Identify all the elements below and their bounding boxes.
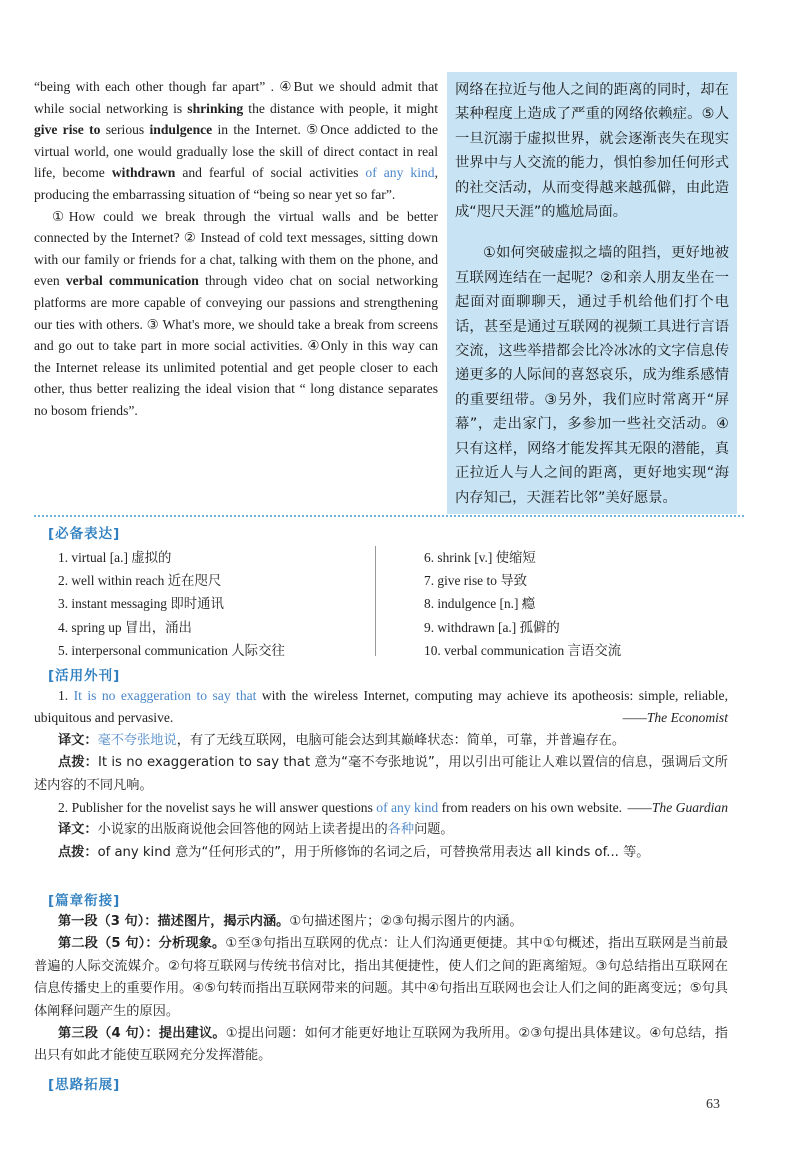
usage-source-2: ——The Guardian — [627, 800, 728, 816]
structure-para-1: 第一段（3 句）：描述图片，揭示内涵。①句描述图片；②③句揭示图片的内涵。 — [58, 914, 523, 929]
structure-para-2: 第二段（5 句）：分析现象。①至③句指出互联网的优点：让人们沟通更便捷。其中①句概述，指出互联网是当前最普遍的人际交流媒介。②句将互联网与传统书信对比，指出其便捷性，使人们之间的距离缩短。③句总结指出互联网在信息传播史上的重要作用。④⑤句转而指出互联网带来的问题。其中④句指出互联网也会让人们之间的距离变远；⑤句具体阐释问题产生的原因。 — [34, 936, 729, 1019]
section-heading-expressions: [必备表达] — [48, 526, 121, 542]
vocab-item: 6. shrink [v.] 使缩短 — [424, 550, 536, 565]
vocab-item: 3. instant messaging 即时通讯 — [58, 596, 224, 612]
vocab-item: 2. well within reach 近在咫尺 — [58, 573, 222, 589]
page-number: 63 — [706, 1097, 720, 1112]
vocab-item: 10. verbal communication 言语交流 — [424, 642, 622, 658]
english-paragraph-2: ①How could we break through the virtual walls and be better connected by the Internet? ② Instead of cold text messages, sitting down with our family or friends for a chat, talking with them on the phone, and even verbal communication through video chat on social networking platforms are more capable of conveying our passions and strengthening our ties with others. ③ What's more, we should take a break from screens and go out to take part in more social activities. ④Only in this way can the Internet release its unlimited potential and get people closer to each other, thus better realizing the ideal vision that “ long distance separates no bosom friends”. — [34, 208, 439, 418]
usage-note-2: 点拨：of any kind 意为“任何形式的”，用于所修饰的名词之后，可替换常用表达 all kinds of... 等。 — [58, 844, 650, 860]
usage-note-1: 点拨：It is no exaggeration to say that 意为“毫不夸张地说”，用以引出可能让人难以置信的信息，强调后文所述内容的不同凡响。 — [34, 755, 728, 793]
section-heading-extension: [思路拓展] — [48, 1077, 121, 1093]
english-paragraph-1: “being with each other though far apart” . ④But we should admit that while social networking is shrinking the distance with people, it might give rise to serious indulgence in the Internet. ⑤Once addicted to the virtual world, one would gradually lose the skill of direct contact in real life, become withdrawn and fearful of social activities of any kind, producing the embarrassing situation of “being so near yet so far”. — [34, 79, 439, 202]
vocab-divider — [375, 546, 376, 656]
vocab-item: 8. indulgence [n.] 瘾 — [424, 596, 536, 612]
vocab-item: 1. virtual [a.] 虚拟的 — [58, 550, 172, 565]
usage-translation-2: 译文：小说家的出版商说他会回答他的网站上读者提出的各种问题。 — [58, 822, 454, 838]
vocab-item: 4. spring up 冒出，涌出 — [58, 619, 192, 635]
usage-translation-1: 译文：毫不夸张地说，有了无线互联网，电脑可能会达到其巅峰状态：简单，可靠，并普遍存在。 — [58, 732, 626, 748]
vocab-item: 9. withdrawn [a.] 孤僻的 — [424, 619, 560, 635]
section-divider — [34, 515, 744, 517]
vocab-item: 5. interpersonal communication 人际交往 — [58, 642, 285, 658]
usage-block — [34, 685, 728, 864]
usage-example-2: 2. Publisher for the novelist says he will answer questions of any kind from readers on his own website. — [58, 800, 623, 816]
usage-source-1: ——The Economist — [622, 710, 728, 726]
usage-example-1: 1. It is no exaggeration to say that with the wireless Internet, computing may achieve its apotheosis: simple, reliable, ubiquitous and pervasive. — [34, 688, 728, 726]
structure-para-3: 第三段（4 句）：提出建议。①提出问题：如何才能更好地让互联网为我所用。②③句提出具体建议。④句总结，指出只有如此才能使互联网充分发挥潜能。 — [34, 1026, 728, 1064]
vocab-item: 7. give rise to 导致 — [424, 573, 528, 589]
section-heading-usage: [活用外刊] — [48, 668, 121, 684]
vocab-list-left — [58, 546, 358, 662]
chinese-paragraph-1: 网络在拉近与他人之间的距离的同时，却在某种程度上造成了严重的网络依赖症。⑤人一旦沉溺于虚拟世界，就会逐渐丧失在现实世界中与人交流的能力，惧怕参加任何形式的社交活动，从而变得越来越孤僻，由此造成“咫尺天涯”的尴尬局面。 — [455, 82, 729, 221]
structure-block — [34, 911, 728, 1068]
chinese-paragraph-2: ①如何突破虚拟之墙的阻挡，更好地被互联网连结在一起呢？②和亲人朋友坐在一起面对面聊聊天，通过手机给他们打个电话，甚至是通过互联网的视频工具进行言语交流，这些举措都会比冷冰冰的文字信息传递更多的人际间的喜怒哀乐，成为维系感情的重要纽带。③另外，我们应时常离开“屏幕”，走出家门，多参加一些社交活动。④只有这样，网络才能发挥其无限的潜能，真正拉近人与人之间的距离，更好地实现“海内存知己，天涯若比邻”美好愿景。 — [455, 245, 729, 506]
english-passage — [34, 76, 438, 422]
section-heading-structure: [篇章衔接] — [48, 893, 121, 909]
vocab-list-right — [424, 546, 744, 662]
chinese-translation-box — [447, 72, 737, 514]
